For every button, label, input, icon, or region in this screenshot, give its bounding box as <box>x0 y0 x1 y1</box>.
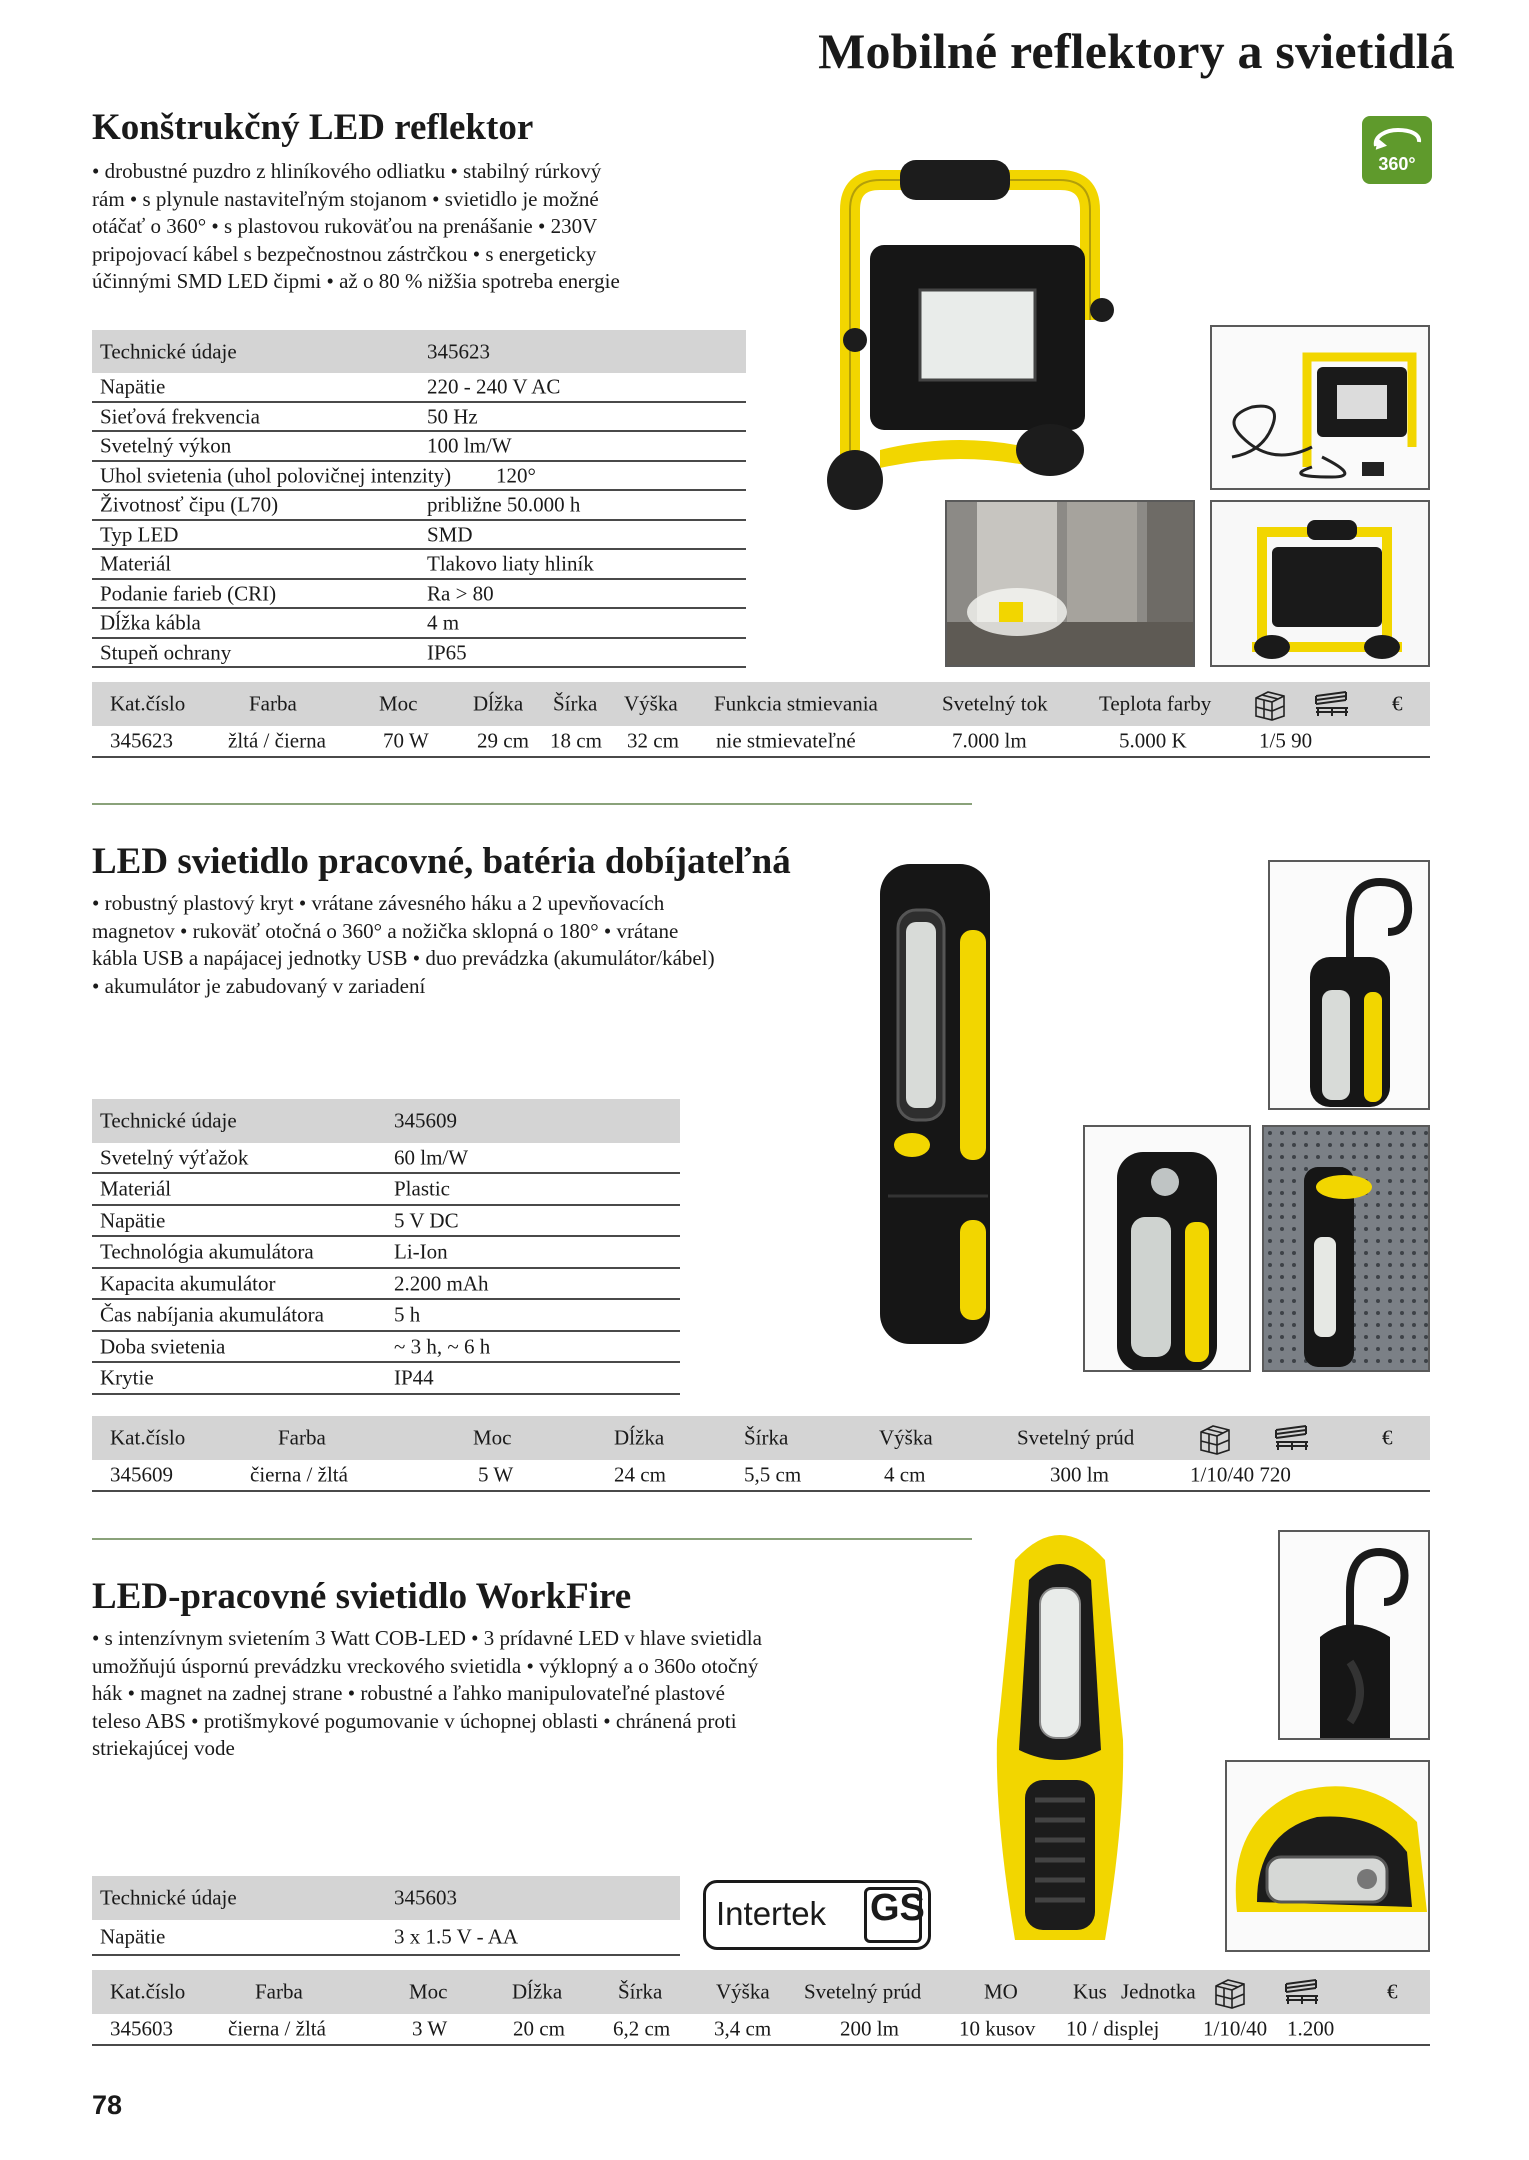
worklight-hook-image <box>1270 862 1428 1108</box>
spec-row: Kapacita akumulátor 2.200 mAh <box>92 1269 680 1300</box>
product-table-row: 345603 čierna / žltá 3 W 20 cm 6,2 cm 3,4 cm 200 lm 10 kusov 10 / displej 1/10/40 1.200 <box>92 2014 1430 2046</box>
worklight-wall-image <box>1264 1127 1428 1370</box>
product-table-header: Kat.číslo Farba Moc Dĺžka Šírka Výška Svetelný prúd € <box>92 1416 1430 1460</box>
section3-product-table <box>92 1970 1430 2046</box>
spec-row: Uhol svietenia (uhol polovičnej intenzity) 120° <box>92 462 746 491</box>
pallet-icon <box>1272 1424 1312 1452</box>
section-separator <box>92 1538 972 1540</box>
spec-row: Stupeň ochrany IP65 <box>92 639 746 668</box>
workfire-hook-image <box>1280 1532 1428 1738</box>
intertek-logo-text: Intertek <box>716 1895 827 1932</box>
spec-row: Technológia akumulátora Li-Ion <box>92 1237 680 1269</box>
section3-description: • s intenzívnym svietením 3 Watt COB-LED • 3 prídavné LED v hlave svietidla umožňujú úspornú prevádzku vreckového svietidla • výklopný a o 360o otočný hák • magnet na zadnej strane • robustné a ľahko manipulovateľné plastové teleso ABS • protišmykové pogumovanie v úchopnej oblasti • chránená proti striekajúcej vode <box>92 1626 762 1760</box>
intertek-gs-logo <box>703 1880 931 1950</box>
section2-worklight-image <box>870 860 1000 1350</box>
section1-photo-usage <box>945 500 1195 667</box>
spec-row: Svetelný výkon 100 lm/W <box>92 432 746 462</box>
package-box-icon <box>1252 686 1288 722</box>
workfire-head-image <box>1227 1762 1428 1950</box>
spec-row: Napätie 3 x 1.5 V - AA <box>92 1920 680 1956</box>
section2-product-table <box>92 1416 1430 1492</box>
floodlight-usage-image <box>947 502 1193 665</box>
spec-row: Materiál Plastic <box>92 1174 680 1206</box>
pallet-icon <box>1282 1978 1322 2006</box>
spec-row: Materiál Tlakovo liaty hliník <box>92 550 746 580</box>
package-box-icon <box>1197 1420 1233 1456</box>
spec-row: Čas nabíjania akumulátora 5 h <box>92 1300 680 1332</box>
section1-photo-cable <box>1210 325 1430 490</box>
spec-row: Svetelný výťažok 60 lm/W <box>92 1143 680 1174</box>
section1-product-table <box>92 682 1430 758</box>
section2-photo-wall <box>1262 1125 1430 1372</box>
pallet-icon <box>1312 690 1352 718</box>
section3-spec-table <box>92 1876 680 1956</box>
spec-row: Životnosť čipu (L70) približne 50.000 h <box>92 491 746 521</box>
package-box-icon <box>1212 1974 1248 2010</box>
spec-row: Doba svietenia ~ 3 h, ~ 6 h <box>92 1332 680 1363</box>
spec-row: Napätie 5 V DC <box>92 1206 680 1237</box>
spec-header-row: Technické údaje 345609 <box>92 1099 680 1143</box>
product-table-row: 345623 žltá / čierna 70 W 29 cm 18 cm 32 cm nie stmievateľné 7.000 lm 5.000 K 1/5 90 <box>92 726 1430 758</box>
spec-row: Sieťová frekvencia 50 Hz <box>92 403 746 432</box>
section3-photo-hook <box>1278 1530 1430 1740</box>
section1-photo-side <box>1210 500 1430 667</box>
section-separator <box>92 803 972 805</box>
gs-logo-text: GS <box>870 1887 925 1929</box>
floodlight-side-image <box>1212 502 1428 665</box>
spec-header-row: Technické údaje 345603 <box>92 1876 680 1920</box>
section1-description: • drobustné puzdro z hliníkového odliatku • stabilný rúrkový rám • s plynule nastaviteľným stojanom • svietidlo je možné otáčať o 360° • s plastovou rukoväťou na prenášanie • 230V pripojovací kábel s bezpečnostnou zástrčkou • s energeticky účinnými SMD LED čipmi • až o 80 % nižšia spotreba energie <box>92 159 620 293</box>
section3-workfire-image <box>985 1520 1135 1950</box>
spec-row: Dĺžka kábla 4 m <box>92 609 746 639</box>
rotate-360-badge <box>1362 116 1432 184</box>
product-table-header: Kat.číslo Farba Moc Dĺžka Šírka Výška Funkcia stmievania Svetelný tok Teplota farby € <box>92 682 1430 726</box>
spec-row: Napätie 220 - 240 V AC <box>92 373 746 403</box>
section2-description: • robustný plastový kryt • vrátane závesného háku a 2 upevňovacích magnetov • rukoväť otočná o 360° a nožička sklopná o 180° • vrátane kábla USB a napájacej jednotky USB • duo prevádzka (akumulátor/kábel) • akumulátor je zabudovaný v zariadení <box>92 891 715 998</box>
section2-photo-top <box>1083 1125 1251 1372</box>
badge-360-label: 360° <box>1378 154 1416 174</box>
section1-floodlight-image <box>810 150 1120 520</box>
section2-photo-hook <box>1268 860 1430 1110</box>
product-table-header: Kat.číslo Farba Moc Dĺžka Šírka Výška Svetelný prúd MO Kus Jednotka € <box>92 1970 1430 2014</box>
section2-title: LED svietidlo pracovné, batéria dobíjateľná <box>92 841 791 882</box>
floodlight-cable-image <box>1212 327 1428 488</box>
spec-row: Podanie farieb (CRI) Ra > 80 <box>92 580 746 609</box>
spec-row: Krytie IP44 <box>92 1363 680 1395</box>
worklight-top-image <box>1085 1127 1249 1370</box>
spec-row: Typ LED SMD <box>92 521 746 550</box>
section2-spec-table <box>92 1099 680 1395</box>
section1-spec-table <box>92 330 746 668</box>
section1-title: Konštrukčný LED reflektor <box>92 107 534 148</box>
product-table-row: 345609 čierna / žltá 5 W 24 cm 5,5 cm 4 cm 300 lm 1/10/40 720 <box>92 1460 1430 1492</box>
page-title: Mobilné reflektory a svietidlá <box>818 23 1455 79</box>
spec-header-row: Technické údaje 345623 <box>92 330 746 373</box>
page-number: 78 <box>92 2090 123 2120</box>
gs-mark <box>864 1887 925 1943</box>
section3-photo-head <box>1225 1760 1430 1952</box>
section3-title: LED-pracovné svietidlo WorkFire <box>92 1576 632 1617</box>
